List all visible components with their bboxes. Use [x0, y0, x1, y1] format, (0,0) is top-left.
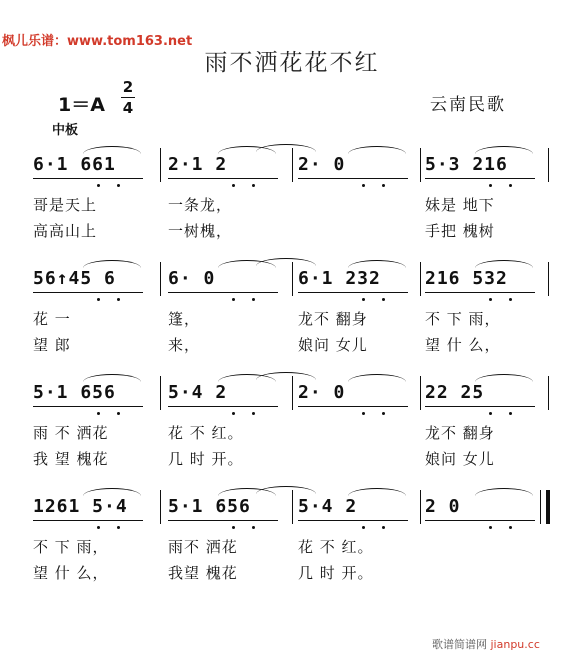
lyric-verse-2: 娘问 女儿	[425, 450, 495, 468]
octave-dot	[252, 298, 255, 301]
note-beam	[425, 178, 535, 179]
octave-dot	[232, 526, 235, 529]
lyric-verse-1: 一条龙，	[168, 196, 233, 214]
slur-arc	[348, 146, 406, 154]
octave-dot	[232, 298, 235, 301]
lyric-verse-1: 妹是 地下	[425, 196, 495, 214]
octave-dot	[489, 412, 492, 415]
lyric-verse-2: 我 望 槐花	[33, 450, 109, 468]
lyric-verse-1: 不 下 雨，	[33, 538, 109, 556]
barline	[292, 376, 293, 410]
octave-dot	[97, 526, 100, 529]
octave-dot	[489, 526, 492, 529]
tie-arc	[256, 486, 316, 494]
octave-dot	[509, 184, 512, 187]
lyric-verse-1: 花 不 红。	[298, 538, 374, 556]
time-signature-top: 2	[122, 78, 134, 96]
octave-dot	[362, 298, 365, 301]
key-signature: 1＝A	[58, 94, 105, 116]
octave-dot	[97, 412, 100, 415]
measure-notes: 6·1 232	[298, 268, 381, 289]
footer-url: jianpu.cc	[490, 638, 540, 651]
note-beam	[298, 406, 408, 407]
barline	[292, 148, 293, 182]
barline	[292, 262, 293, 296]
lyric-verse-2: 我望 槐花	[168, 564, 238, 582]
octave-dot	[117, 412, 120, 415]
octave-dot	[252, 412, 255, 415]
measure-notes: 5·3 216	[425, 154, 508, 175]
slur-arc	[475, 260, 533, 268]
final-barline	[546, 490, 550, 524]
footer-watermark	[432, 636, 540, 652]
lyric-verse-1: 不 下 雨，	[425, 310, 501, 328]
slur-arc	[83, 374, 141, 382]
octave-dot	[362, 184, 365, 187]
barline	[420, 148, 421, 182]
barline	[548, 262, 549, 296]
tie-arc	[256, 372, 316, 380]
barline	[548, 376, 549, 410]
barline	[540, 490, 541, 524]
octave-dot	[509, 298, 512, 301]
lyric-verse-1: 花 不 红。	[168, 424, 244, 442]
note-beam	[168, 520, 278, 521]
barline	[420, 262, 421, 296]
note-beam	[168, 292, 278, 293]
note-beam	[298, 520, 408, 521]
lyric-verse-1: 龙不 翻身	[425, 424, 495, 442]
measure-notes: 5·4 2	[168, 382, 228, 403]
measure-notes: 6·1 661	[33, 154, 116, 175]
slur-arc	[83, 260, 141, 268]
measure-notes: 22 25	[425, 382, 485, 403]
composer: 云南民歌	[430, 95, 506, 115]
measure-notes: 2· 0	[298, 154, 346, 175]
octave-dot	[232, 412, 235, 415]
tie-arc	[256, 258, 316, 266]
lyric-verse-1: 雨 不 洒花	[33, 424, 109, 442]
barline	[420, 376, 421, 410]
barline	[292, 490, 293, 524]
measure-notes: 2·1 2	[168, 154, 228, 175]
slur-arc	[348, 260, 406, 268]
slur-arc	[348, 374, 406, 382]
note-beam	[33, 292, 143, 293]
octave-dot	[362, 412, 365, 415]
slur-arc	[475, 488, 533, 496]
lyric-verse-1: 龙不 翻身	[298, 310, 368, 328]
site-watermark: 枫儿乐谱：www.tom163.net	[2, 34, 193, 49]
slur-arc	[348, 488, 406, 496]
note-beam	[168, 178, 278, 179]
measure-notes: 5·4 2	[298, 496, 358, 517]
note-beam	[33, 406, 143, 407]
barline	[160, 262, 161, 296]
lyric-verse-2: 几 时 开。	[168, 450, 244, 468]
footer-site: 歌谱简谱网	[432, 638, 487, 651]
measure-notes: 56↑45 6	[33, 268, 116, 289]
slur-arc	[83, 146, 141, 154]
note-beam	[425, 406, 535, 407]
barline	[548, 148, 549, 182]
octave-dot	[97, 298, 100, 301]
measure-notes: 5·1 656	[168, 496, 251, 517]
barline	[160, 148, 161, 182]
measure-notes: 2· 0	[298, 382, 346, 403]
octave-dot	[489, 184, 492, 187]
lyric-verse-2: 一树槐，	[168, 222, 233, 240]
tempo-marking: 中板	[52, 123, 79, 138]
lyric-verse-1: 篷，	[168, 310, 201, 328]
note-beam	[298, 292, 408, 293]
slur-arc	[83, 488, 141, 496]
octave-dot	[232, 184, 235, 187]
measure-notes: 2 0	[425, 496, 461, 517]
octave-dot	[382, 526, 385, 529]
barline	[160, 490, 161, 524]
measure-notes: 1261 5·4	[33, 496, 128, 517]
time-signature-bottom: 4	[122, 99, 134, 117]
octave-dot	[509, 526, 512, 529]
measure-notes: 216 532	[425, 268, 508, 289]
lyric-verse-1: 雨不 洒花	[168, 538, 238, 556]
barline	[420, 490, 421, 524]
lyric-verse-2: 高高山上	[33, 222, 98, 240]
time-signature	[121, 78, 135, 117]
lyric-verse-2: 望 什 么，	[425, 336, 501, 354]
octave-dot	[362, 526, 365, 529]
lyric-verse-2: 望 郎	[33, 336, 71, 354]
barline	[160, 376, 161, 410]
slur-arc	[475, 146, 533, 154]
octave-dot	[509, 412, 512, 415]
lyric-verse-1: 哥是天上	[33, 196, 98, 214]
octave-dot	[252, 184, 255, 187]
lyric-verse-2: 望 什 么，	[33, 564, 109, 582]
octave-dot	[117, 526, 120, 529]
note-beam	[298, 178, 408, 179]
lyric-verse-2: 几 时 开。	[298, 564, 374, 582]
octave-dot	[117, 184, 120, 187]
lyric-verse-1: 花 一	[33, 310, 71, 328]
time-signature-bar	[121, 97, 135, 98]
note-beam	[425, 292, 535, 293]
octave-dot	[252, 526, 255, 529]
tie-arc	[256, 144, 316, 152]
measure-notes: 5·1 656	[33, 382, 116, 403]
note-beam	[168, 406, 278, 407]
octave-dot	[382, 412, 385, 415]
lyric-verse-2: 娘问 女儿	[298, 336, 368, 354]
slur-arc	[475, 374, 533, 382]
song-title: 雨不洒花花不红	[204, 50, 380, 76]
note-beam	[33, 520, 143, 521]
lyric-verse-2: 来，	[168, 336, 201, 354]
octave-dot	[117, 298, 120, 301]
lyric-verse-2: 手把 槐树	[425, 222, 495, 240]
note-beam	[33, 178, 143, 179]
octave-dot	[489, 298, 492, 301]
measure-notes: 6· 0	[168, 268, 216, 289]
octave-dot	[382, 298, 385, 301]
octave-dot	[382, 184, 385, 187]
note-beam	[425, 520, 535, 521]
octave-dot	[97, 184, 100, 187]
